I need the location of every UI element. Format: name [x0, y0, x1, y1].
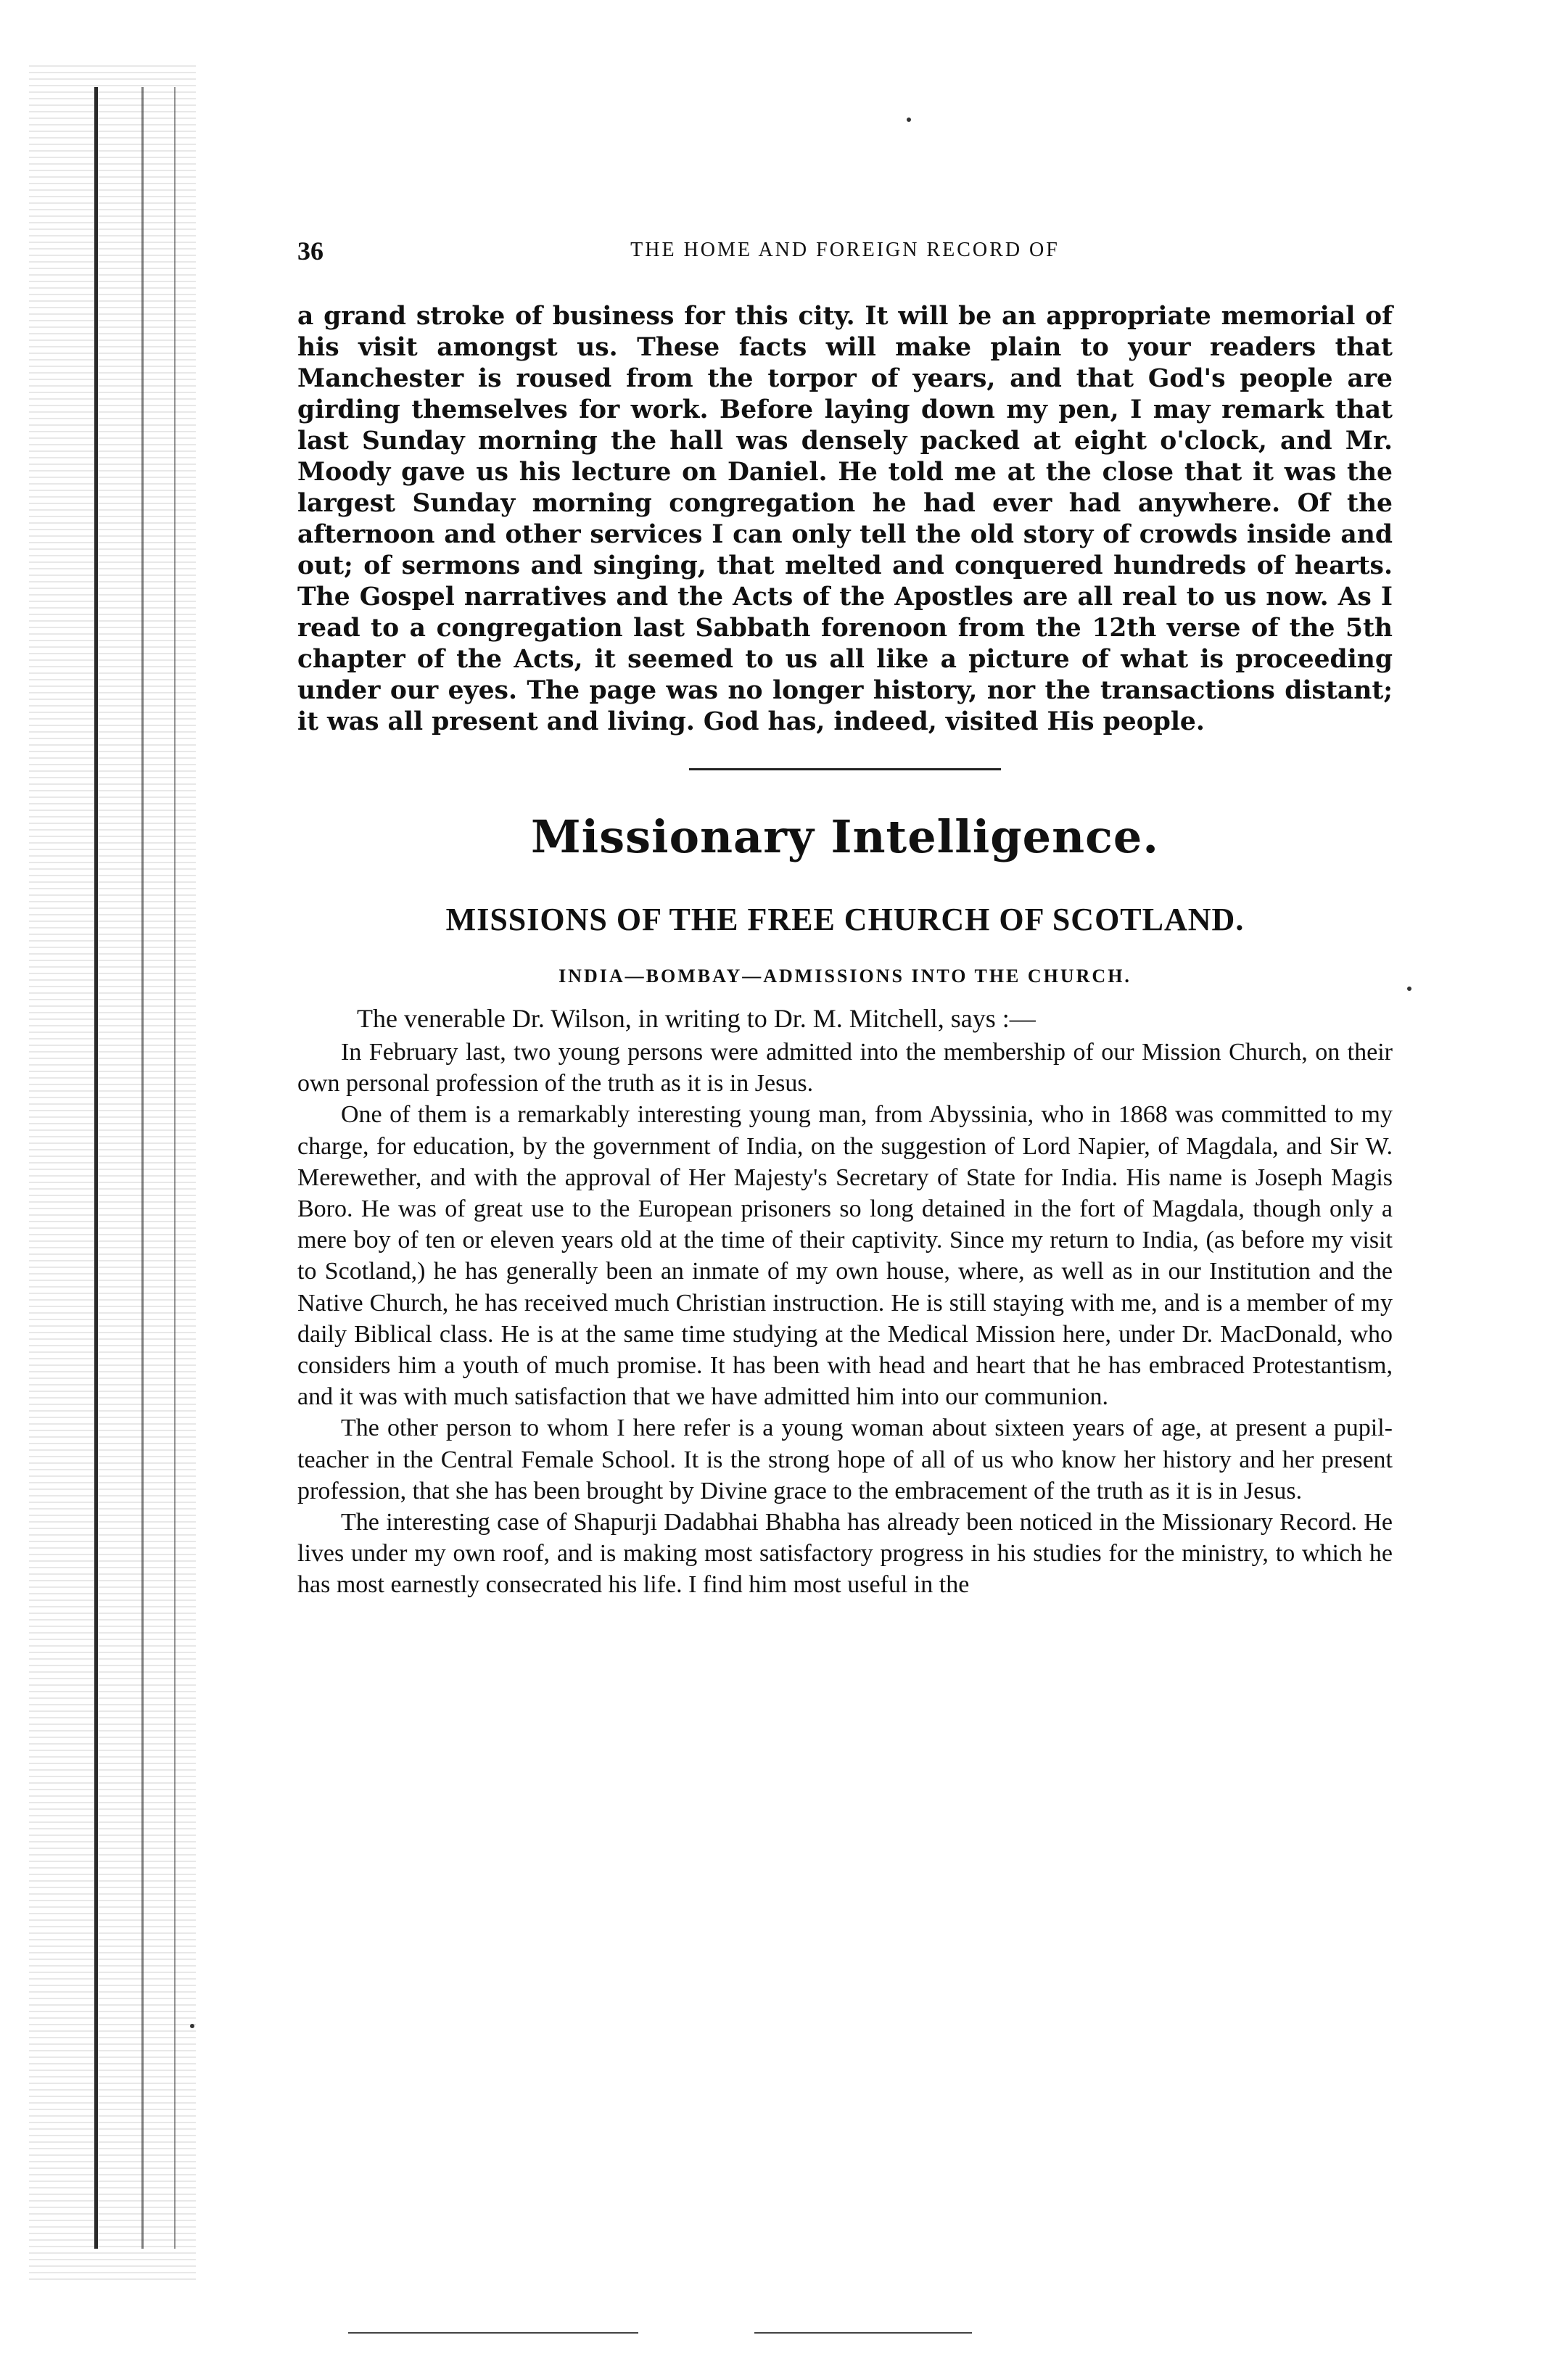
letter-body: [297, 1037, 1393, 1601]
section-divider: [689, 768, 1001, 770]
binding-edge-line: [94, 87, 98, 2249]
letter-paragraph: The other person to whom I here refer is a young woman about sixteen years of age, at present a pupil-teacher in the Central Female School. It is the strong hope of all of us who know her history and her present profession, that she has been brought by Divine grace to the embracement of the truth as it is in Jesus.: [297, 1415, 1393, 1504]
running-title: THE HOME AND FOREIGN RECORD OF: [630, 239, 1060, 261]
section-title: Missionary Intelligence.: [531, 810, 1159, 863]
letter-paragraph: The interesting case of Shapurji Dadabhai Bhabha has already been noticed in the Missionary Record. He lives under my own roof, and is making most satisfactory progress in his studies for the ministry, to which he has most earnestly consecrated his life. I find him most useful in the: [297, 1509, 1393, 1599]
binding-edge-line: [174, 87, 176, 2249]
running-head: [297, 236, 1393, 279]
paragraph: a grand stroke of business for this city. It will be an appropriate memorial of his visit amongst us. These facts will make plain to your readers that Manchester is roused from the torpor of years, and that God's people are girding themselves for work. Before laying down my pen, I may remark that last Sunday morning the hall was densely packed at eight o'clock, and Mr. Moody gave us his lecture on Daniel. He told me at the close that it was the largest Sunday morning congregation he had ever had anywhere. Of the afternoon and other services I can only tell the old story of crowds inside and out; of sermons and singing, that melted and conquered hundreds of hearts. The Gospel narratives and the Acts of the Apostles are all real to us now. As I read to a congregation last Sabbath forenoon from the 12th verse of the 5th chapter of the Acts, it seemed to us all like a picture of what is proceeding under our eyes. The page was no longer history, nor the transactions distant; it was all present and living. God has, indeed, visited His people.: [297, 302, 1393, 736]
footer-rule: [348, 2332, 638, 2334]
letter-paragraph: One of them is a remarkably interesting young man, from Abyssinia, who in 1868 was committed to my charge, for education, by the government of India, on the suggestion of Lord Napier, of Magdala, and Sir W. Merewether, and with the approval of Her Majesty's Secretary of State for India. His name is Joseph Magis Boro. He was of great use to the European prisoners so long detained in the fort of Magdala, though only a mere boy of ten or eleven years old at the time of their captivity. Since my return to India, (as before my visit to Scotland,) he has generally been an inmate of my own house, where, as well as in our Institution and the Native Church, he has received much Christian instruction. He is still staying with me, and is a member of my daily Biblical class. He is at the same time studying at the Medical Mission here, under Dr. MacDonald, who considers him a youth of much promise. It has been with head and heart that he has embraced Protestantism, and it was with much satisfaction that we have admitted him into our communion.: [297, 1101, 1393, 1411]
page-body: [297, 236, 1393, 1601]
binding-gutter: [29, 65, 196, 2285]
mission-heading: MISSIONS OF THE FREE CHURCH OF SCOTLAND.: [445, 902, 1245, 937]
binding-edge-line: [141, 87, 144, 2249]
speck: [907, 118, 911, 122]
sub-heading: INDIA—BOMBAY—ADMISSIONS INTO THE CHURCH.: [559, 965, 1132, 987]
continued-article: [297, 301, 1393, 738]
speck: [190, 2024, 194, 2028]
footer-rule: [754, 2332, 972, 2334]
page-number: 36: [297, 236, 323, 265]
letter-paragraph: In February last, two young persons were admitted into the membership of our Mission Church, on their own personal profession of the truth as it is in Jesus.: [297, 1039, 1393, 1098]
speck: [1407, 987, 1411, 991]
intro-line: The venerable Dr. Wilson, in writing to Dr. M. Mitchell, says :—: [357, 1004, 1036, 1033]
